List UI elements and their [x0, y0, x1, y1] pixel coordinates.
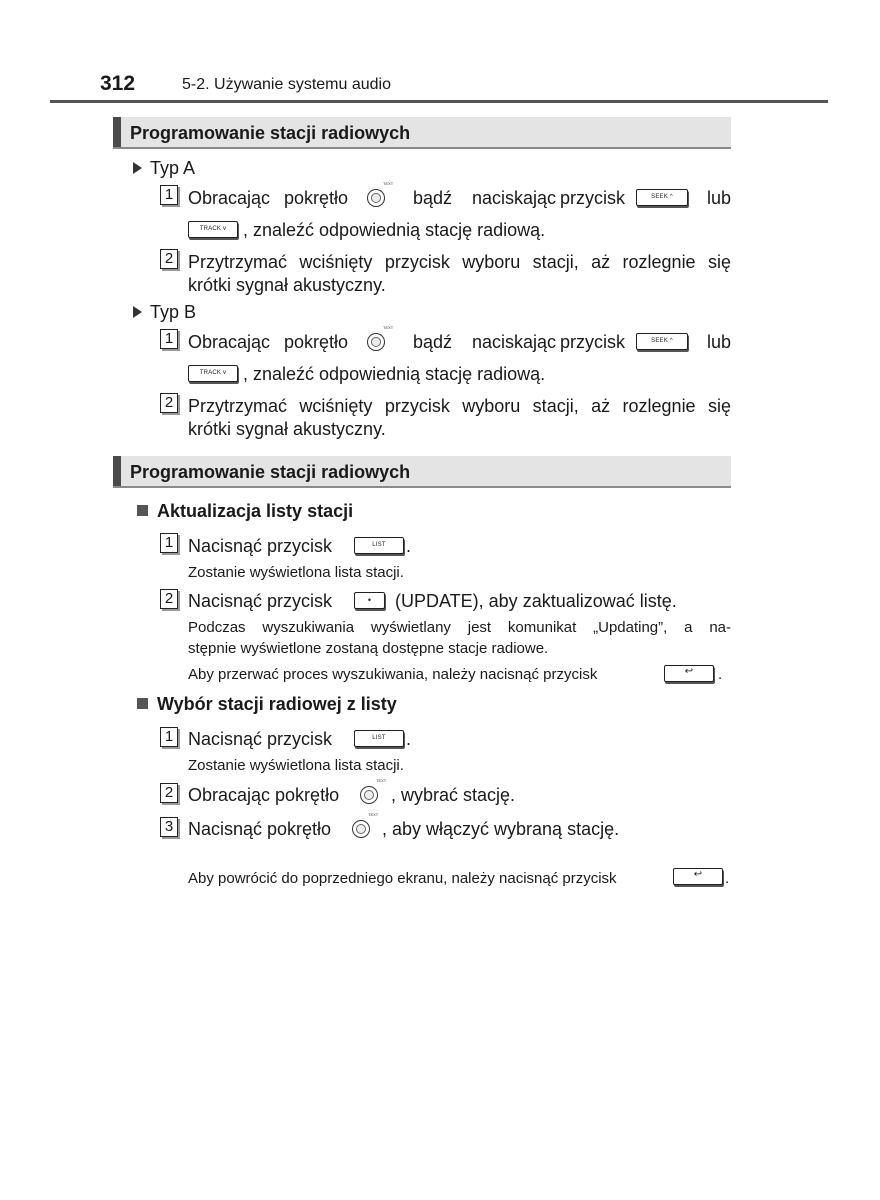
step-number: 3 [160, 817, 178, 837]
tune-knob-icon: TEXT [352, 820, 370, 838]
section-bar-programming [113, 117, 731, 149]
seek-button-icon: SEEK ^ [636, 333, 688, 350]
step-number: 1 [160, 329, 178, 349]
chapter-title: 5-2. Używanie systemu audio [182, 76, 391, 93]
step-number: 1 [160, 185, 178, 205]
section-title: Programowanie stacji radiowych [130, 123, 411, 143]
square-bullet-icon [137, 505, 148, 516]
triangle-bullet-icon [133, 162, 142, 174]
section-bar-programming-2 [113, 456, 731, 488]
track-button-icon: TRACK v [188, 221, 238, 238]
track-button-icon: TRACK v [188, 365, 238, 382]
back-button-icon: ↩ [673, 868, 723, 885]
step-number: 1 [160, 533, 178, 553]
square-bullet-icon [137, 698, 148, 709]
step-number: 2 [160, 783, 178, 803]
list-button-icon: LIST [354, 730, 404, 747]
type-b-label: Typ B [133, 300, 196, 324]
page-header [100, 70, 828, 104]
tune-knob-icon: TEXT [360, 786, 378, 804]
tune-knob-icon: TEXT [367, 333, 385, 351]
back-button-icon: ↩ [664, 665, 714, 682]
step-number: 2 [160, 589, 178, 609]
tune-knob-icon: TEXT [367, 189, 385, 207]
seek-button-icon: SEEK ^ [636, 189, 688, 206]
step-number: 2 [160, 393, 178, 413]
type-a-label: Typ A [133, 156, 195, 180]
subsection-heading: Wybór stacji radiowej z listy [137, 692, 397, 716]
update-button-icon: • [354, 592, 385, 609]
step-number: 1 [160, 727, 178, 747]
header-divider [50, 100, 828, 103]
page-number: 312 [100, 72, 136, 95]
section-title: Programowanie stacji radiowych [130, 462, 411, 482]
triangle-bullet-icon [133, 306, 142, 318]
subsection-heading: Aktualizacja listy stacji [137, 499, 353, 523]
step-number: 2 [160, 249, 178, 269]
list-button-icon: LIST [354, 537, 404, 554]
